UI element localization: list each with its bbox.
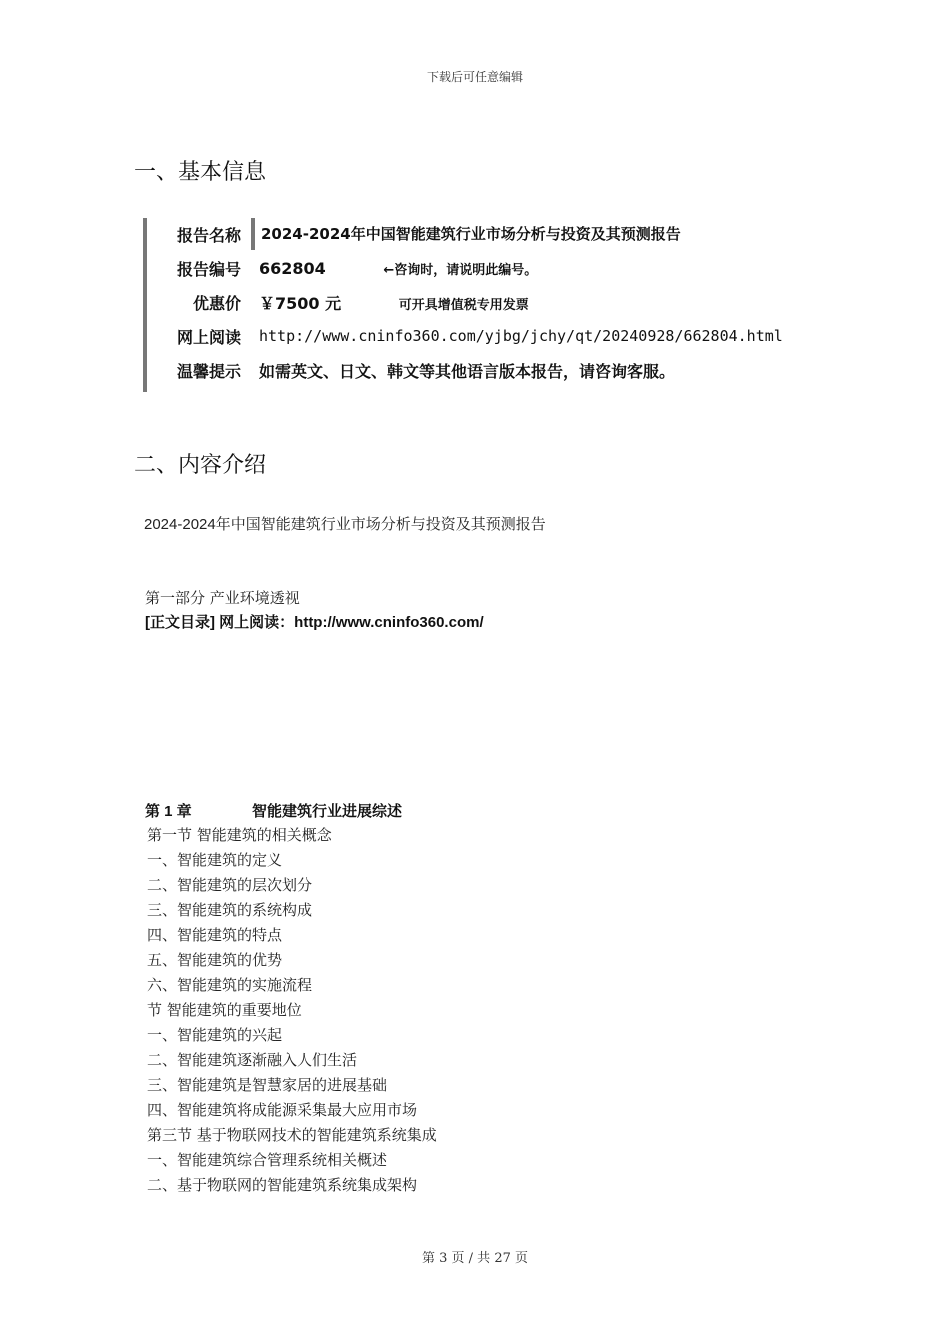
toc-item: 第一节 智能建筑的相关概念: [147, 826, 332, 844]
info-row-tip: [147, 354, 675, 386]
toc-item: 一、智能建筑的兴起: [147, 1026, 283, 1044]
info-label: 温馨提示: [176, 361, 241, 381]
toc-item: 一、智能建筑的定义: [147, 851, 283, 869]
info-row-online: [147, 320, 783, 352]
toc-link[interactable]: [正文目录] 网上阅读：http://www.cninfo360.com/: [145, 614, 484, 631]
info-label: 报告编号: [176, 259, 241, 279]
info-row-report-code: [147, 252, 537, 284]
toc-item: 四、智能建筑将成能源采集最大应用市场: [147, 1101, 418, 1119]
info-block: [143, 218, 827, 392]
toc-item: 一、智能建筑综合管理系统相关概述: [147, 1151, 388, 1169]
info-row-report-name: [147, 218, 681, 250]
tip-value: 如需英文、日文、韩文等其他语言版本报告，请咨询客服。: [259, 361, 676, 381]
toc-item: 三、智能建筑的系统构成: [147, 901, 313, 919]
report-code: 662804: [259, 258, 326, 278]
toc-item: 节 智能建筑的重要地位: [147, 1001, 302, 1019]
section-title-content-intro: 二、内容介绍: [134, 453, 267, 478]
section-title-basic-info: 一、基本信息: [134, 160, 267, 185]
toc-list: [147, 823, 437, 1198]
info-label: 网上阅读: [176, 327, 241, 347]
report-title: 2024-2024年中国智能建筑行业市场分析与投资及其预测报告: [144, 516, 546, 533]
toc-item: 二、基于物联网的智能建筑系统集成架构: [147, 1176, 418, 1194]
toc-item: 六、智能建筑的实施流程: [147, 976, 313, 994]
report-code-value: [251, 259, 537, 278]
chapter-heading: [145, 800, 402, 821]
price: ￥7500 元: [259, 293, 342, 313]
page-header-note: 下载后可任意编辑: [426, 70, 523, 84]
part-title: 第一部分 产业环境透视: [145, 589, 300, 607]
chapter-title: 智能建筑行业进展综述: [252, 803, 403, 820]
toc-item: 四、智能建筑的特点: [147, 926, 283, 944]
price-value: [251, 291, 529, 314]
chapter-number: 第 1 章: [145, 803, 192, 820]
online-url-link[interactable]: http://www.cninfo360.com/yjbg/jchy/qt/20240928/662804.html: [259, 327, 783, 345]
report-name-value: 2024-2024年中国智能建筑行业市场分析与投资及其预测报告: [251, 218, 681, 250]
info-label: 优惠价: [192, 293, 241, 313]
toc-item: 三、智能建筑是智慧家居的进展基础: [147, 1076, 388, 1094]
info-label: 报告名称: [176, 225, 241, 245]
toc-item: 二、智能建筑的层次划分: [147, 876, 313, 894]
toc-item: 五、智能建筑的优势: [147, 951, 283, 969]
invoice-note: 可开具增值税专用发票: [398, 297, 529, 313]
toc-item: 二、智能建筑逐渐融入人们生活: [147, 1051, 358, 1069]
info-row-price: [147, 286, 529, 318]
toc-item: 第三节 基于物联网技术的智能建筑系统集成: [147, 1126, 437, 1144]
report-code-note: ←咨询时，请说明此编号。: [383, 262, 538, 278]
page-footer: 第 3 页 / 共 27 页: [422, 1251, 528, 1266]
